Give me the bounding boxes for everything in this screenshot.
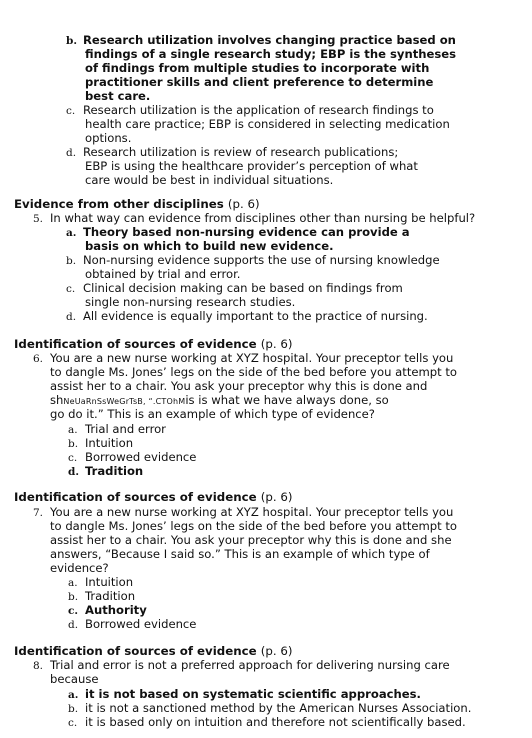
- question-7: 7. You are a new nurse working at XYZ hospital. Your preceptor tells you: [33, 505, 454, 519]
- option-c-line-2: health care practice; EBP is considered in selecting medication: [85, 117, 450, 131]
- question-number: 5.: [33, 213, 44, 225]
- answer-c: c. Borrowed evidence: [68, 450, 197, 464]
- option-b-line-5: best care.: [85, 89, 151, 103]
- option-d-line-2: EBP is using the healthcare provider’s perception of what: [85, 159, 418, 173]
- answer-a: a. Theory based non-nursing evidence can provide a: [66, 225, 410, 239]
- option-c-line-1: c. Research utilization is the application of research findings to: [66, 103, 434, 117]
- question-number: 8.: [33, 660, 44, 672]
- question-7-line-5: evidence?: [50, 561, 109, 575]
- answer-c-line-2: single non-nursing research studies.: [85, 295, 296, 309]
- question-6-line-2: to dangle Ms. Jones’ legs on the side of the bed before you attempt to: [50, 365, 458, 379]
- answer-c: c. Authority: [68, 603, 147, 617]
- question-7-line-2: to dangle Ms. Jones’ legs on the side of the bed before you attempt to: [50, 519, 458, 533]
- answer-a: a. it is not based on systematic scientific approaches.: [68, 687, 421, 701]
- question-6-line-4: shNeUaRnSsWeGrTsB, “.CTOhMis is what we have always done, so: [50, 393, 389, 407]
- answer-b: b. Tradition: [68, 589, 136, 603]
- question-6-line-3: assist her to a chair. You ask your preceptor why this is done and: [50, 379, 428, 393]
- answer-d: d. Borrowed evidence: [68, 617, 197, 631]
- question-7-line-4: answers, “Because I said so.” This is an example of which type of: [50, 547, 430, 561]
- answer-b-line-2: obtained by trial and error.: [85, 267, 241, 281]
- section-heading: Identification of sources of evidence (p. 6): [14, 337, 293, 351]
- option-d-line-1: d. Research utilization is review of research publications;: [66, 145, 399, 159]
- question-number: 6.: [33, 353, 44, 365]
- option-b-line-2: findings of a single research study; EBP is the syntheses: [85, 47, 457, 61]
- option-b-line-4: practitioner skills and client preference to determine: [85, 75, 434, 89]
- question-8-line-2: because: [50, 672, 99, 686]
- answer-a: a. Intuition: [68, 575, 134, 589]
- section-heading: Evidence from other disciplines (p. 6): [14, 197, 260, 211]
- answer-b: b. Intuition: [68, 436, 134, 450]
- question-7-line-3: assist her to a chair. You ask your preceptor why this is done and she: [50, 533, 452, 547]
- question-5: 5. In what way can evidence from disciplines other than nursing be helpful?: [33, 211, 476, 225]
- option-d-label: d.: [66, 147, 77, 159]
- section-heading: Identification of sources of evidence (p. 6): [14, 644, 293, 658]
- question-number: 7.: [33, 507, 44, 519]
- answer-d: d. Tradition: [68, 464, 144, 478]
- watermark-overlay-text: NeUaRnSsWeGrTsB, “.CTOhM: [63, 397, 186, 406]
- option-c-line-3: options.: [85, 131, 132, 145]
- option-b-line-1: b. Research utilization involves changing practice based on: [66, 33, 456, 47]
- option-b-line-3: of findings from multiple studies to incorporate with: [85, 61, 430, 75]
- answer-c: c. it is based only on intuition and therefore not scientifically based.: [68, 715, 466, 729]
- answer-a: a. Trial and error: [68, 422, 166, 436]
- option-d-line-3: care would be best in individual situations.: [85, 173, 334, 187]
- answer-d: d. All evidence is equally important to the practice of nursing.: [66, 309, 428, 323]
- answer-c: c. Clinical decision making can be based on findings from: [66, 281, 403, 295]
- question-6-line-5: go do it.” This is an example of which type of evidence?: [50, 407, 375, 421]
- question-8: 8. Trial and error is not a preferred approach for delivering nursing care: [33, 658, 450, 672]
- option-b-label: b.: [66, 35, 77, 47]
- answer-b: b. it is not a sanctioned method by the American Nurses Association.: [68, 701, 472, 715]
- question-6: 6. You are a new nurse working at XYZ hospital. Your preceptor tells you: [33, 351, 454, 365]
- section-heading: Identification of sources of evidence (p. 6): [14, 490, 293, 504]
- answer-a-line-2: basis on which to build new evidence.: [85, 239, 334, 253]
- answer-b: b. Non-nursing evidence supports the use of nursing knowledge: [66, 253, 440, 267]
- option-c-label: c.: [66, 105, 76, 117]
